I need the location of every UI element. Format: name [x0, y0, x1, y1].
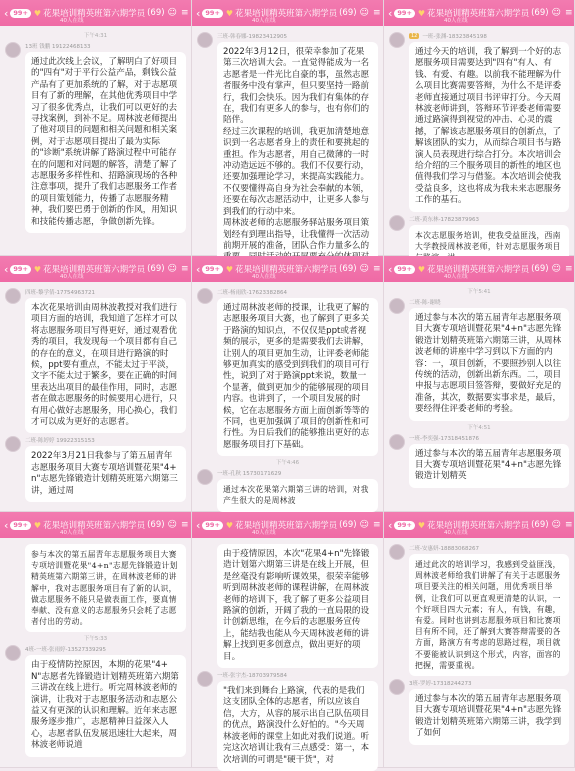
heart-icon: ♥: [33, 264, 42, 274]
avatar[interactable]: [389, 434, 405, 450]
message-bubble[interactable]: 通过参与本次的第五届青年志愿服务项目大赛专项培训暨花果"4+n"志愿先锋锻造计划精英: [409, 444, 569, 488]
back-arrow-icon[interactable]: ‹: [388, 262, 393, 276]
online-count: 40人在线: [60, 530, 84, 536]
timestamp: 下午4:31: [83, 33, 108, 39]
sender-name: 一班-张宇杰-18703979584: [217, 673, 287, 680]
message-bubble[interactable]: 由于疫情原因，本次"花果4+n"先锋锻造计划第六期第三讲是在线上开展，但是丝毫没有影响听课效果，很荣幸能够听到周林波老师的课程讲解，在周林波老师的培训下，我了解了更多公益项目路演的创新，开阔了我的一直局限的设计创新思维，在今后的志愿服务宣传上，能结我也能从今天周林波老师的讲解上找到更多创意点，做出更好的项目。: [217, 544, 378, 668]
chat-message: [389, 544, 569, 676]
chat-message: [5, 42, 186, 233]
sender-name: 4班-一班-张雨婷-13527339295: [25, 647, 106, 654]
unread-badge: 99+: [10, 521, 31, 530]
message-bubble[interactable]: 本次花果培训由周林波教授对我们进行项目方面的培训，我知道了怎样才可以将志愿服务项目写得更好，通过观看优秀的项目，我发现每一个项目都有自己的存在的意义，在项目进行路演的时候，ppt要有重点，不能太过于平淡，文字不能太过于繁多，要在正确的时间里表达出项目的最佳作用，同时，志愿者在做志愿服务的时候要用心进行，只有用心做好志愿服务，用心换心，我们才可以成为更好的志愿者。: [25, 298, 186, 433]
sender-name: 一班-张渊-18323845198: [422, 34, 487, 40]
sender-name: 一班-李奕强-17318451876: [409, 435, 479, 442]
chat-message: [389, 679, 569, 745]
chat-header: [192, 256, 383, 282]
online-count: 40人在线: [60, 274, 84, 280]
chat-header: [384, 0, 574, 26]
chat-header: [192, 0, 383, 26]
avatar[interactable]: [5, 645, 21, 661]
heart-icon: ♥: [225, 264, 234, 274]
chat-message: [197, 671, 378, 771]
avatar[interactable]: [389, 679, 405, 695]
chat-message: [5, 436, 186, 502]
person-icon[interactable]: ☺: [167, 520, 177, 530]
message-bubble[interactable]: 由于疫情防控原因，本期的花果"4+N"志愿者先锋锻造计划精英班第六期第三讲改在线上进行。听完周林波老师的演讲，让我对于志愿服务活动和志愿公益又有更深的认识和理解。近年来志愿服务逐步推广，志愿精神日益深入人心，志愿者队伍发展迅速壮大起来，周林波老师说道: [25, 655, 186, 756]
message-bubble[interactable]: 2022年3月12日，很荣幸参加了花果第三次培训大会。一直觉得能成为一名志愿者是一件光比自豪的事，虽然志愿者服务中没有掌声，但只要坚持一路前行，我们会快乐。因为我们有集体的存在，我们有更多人的参与，也有你们的陪伴。 经过三次课程的培训，我更加清楚地意识到一名志愿者身上的责任和要挑起的重担。作为志愿者，用自己微薄的一时冲动造远远不够的。我们不仅要行动，还要加强理论学习，来提高实践能力。不仅要懂得高自身为社会奉献的本领，还要在每次志愿活动中，让更多人参与到我们的行动中来。 周林波老师的志愿服务驿站服务项目策划经有到理出指导，让我懂得一次活动前期开展的准备，团队合作力量多么的: [217, 42, 378, 269]
sender-name: 四班-黎学倩-17754963721: [25, 290, 95, 296]
unread-badge: 99+: [202, 521, 223, 530]
online-count: 40人在线: [252, 530, 276, 536]
menu-icon[interactable]: ≡: [564, 8, 573, 18]
chat-screen-8: [192, 512, 384, 768]
group-title[interactable]: 花果培训精英班第六期学员: [235, 521, 338, 531]
menu-icon[interactable]: ≡: [372, 8, 381, 18]
heart-icon: ♥: [33, 520, 42, 530]
sender-name: 二班-黄东林-17823879963: [409, 216, 479, 223]
back-arrow-icon[interactable]: ‹: [196, 262, 201, 276]
chat-screen-2: [192, 0, 384, 256]
member-count: (69): [147, 520, 165, 530]
timestamp: 下午4:51: [467, 424, 491, 431]
chat-screen-6: [384, 256, 575, 512]
sender-name: 二班-安惠妍-18883068267: [409, 546, 479, 552]
menu-icon[interactable]: ≡: [564, 264, 573, 274]
group-title[interactable]: 花果培训精英班第六期学员: [43, 9, 146, 19]
chat-message: [5, 288, 186, 433]
back-arrow-icon[interactable]: ‹: [388, 6, 393, 20]
member-count: (69): [531, 264, 549, 274]
avatar[interactable]: [197, 32, 213, 48]
chat-message: [197, 288, 378, 456]
avatar[interactable]: [197, 288, 213, 304]
group-title[interactable]: 花果培训精英班第六期学员: [235, 265, 338, 275]
group-title[interactable]: 花果培训精英班第六期学员: [43, 521, 146, 531]
avatar[interactable]: [5, 436, 21, 452]
sender-name: 3班-罗婷-17318244273: [409, 681, 472, 688]
member-count: (69): [147, 8, 165, 18]
back-arrow-icon[interactable]: ‹: [4, 262, 9, 276]
message-bubble[interactable]: "我们来到舞台上路演，代表的是我们这支团队全体的志愿者，所以应该自信，大方，从容的展示出自己队伍项目的优点，路演没什么好怕的。"今天周林波老师的课堂上如此对我们说道。听完这次培训让我有三点感受：第一，本次培训的可谓是"硬干货"，对: [217, 681, 378, 771]
avatar[interactable]: [389, 215, 405, 231]
chat-message: [197, 544, 378, 668]
person-icon[interactable]: ☺: [359, 520, 369, 530]
message-bubble[interactable]: 通过参与本次的第五届青年志愿服务项目大赛专项培训暨花果"4+n"志愿先锋锻造计划精英班第六期第三讲，从周林波老师的讲座中学习到以下方面的内容：一，项目创新，不要照抄别人以往传统的活动，创新出新东西。二，项目申报与志愿项目签答辩，要做好充足的准备，其次，数据要实事求是，最后，要经得住评委老师的考验。: [409, 308, 569, 421]
person-icon[interactable]: ☺: [167, 264, 177, 274]
group-title[interactable]: 花果培训精英班第六期学员: [427, 265, 530, 275]
menu-icon[interactable]: ≡: [372, 520, 381, 530]
timestamp: 下午5:41: [467, 289, 491, 295]
online-count: 40人在线: [444, 274, 468, 280]
level-tag: 12: [411, 33, 418, 39]
back-arrow-icon[interactable]: ‹: [4, 6, 9, 20]
chat-header: [0, 512, 191, 538]
chat-header: [384, 256, 574, 282]
unread-badge: 99+: [10, 9, 31, 18]
chat-screen-4: [0, 256, 192, 512]
sender-name: 二班-陈婷婷 19922315153: [25, 438, 95, 445]
message-bubble[interactable]: 通过今天的培训，我了解到一个好的志愿服务项目需要达到"四有"有人、有钱、有爱、有趣。以前我不能理解为什么项目比赛需要答辩，为什么不是评委老师直接通过项目书评审打分。今天周林波老师讲到，答辩环节评委老师需要通过路演得到视觉的冲击、心灵的震撼，了解该志愿服务项目的创新点，了解该团队的实力，从而综合项目书与路演人员表现进行综合打分。本次培训会给介绍的三个服务项目的新性的地区也值得我们学习与借鉴。本次培训会使我受益良多，这也将成为我未来志愿服务工作的基石。: [409, 42, 569, 212]
message-bubble[interactable]: 通过周林波老师的授课，让我更了解的志愿服务项目大赛，也了解到了更多关于路演的知识点，不仅仅是ppt或者视频的展示，更多的是需要我们去讲解，让别人的项目更加生动，让评委老师能够更加真实的感受到到我们的项目可行性，说到了对于路演ppt来说，数量一个显著，做到更加少的能够展现的项目内容。也讲到了，一个项目发展的时候，它在志愿服务方面上面创新等等的不同，也更加强调了项目的创新性和可行性。为日后我们的能够推出更好的志愿服务项目打下基础。: [217, 298, 378, 456]
online-count: 40人在线: [252, 18, 276, 24]
chat-screen-7: [0, 512, 192, 768]
chat-message: [389, 434, 569, 488]
back-arrow-icon[interactable]: ‹: [388, 518, 393, 532]
member-count: (69): [147, 264, 165, 274]
heart-icon: ♥: [225, 520, 234, 530]
unread-badge: 99+: [202, 265, 223, 274]
person-icon[interactable]: ☺: [551, 8, 561, 18]
message-bubble[interactable]: 本次志愿服务培训，使我受益匪浅，西南大学教授周林波老师，针对志愿服务项目: [409, 225, 569, 269]
message-bubble[interactable]: 通过本次花果第六期第三讲的培训，对我产生很大的是周林波: [217, 479, 378, 511]
unread-badge: 99+: [394, 521, 415, 530]
heart-icon: ♥: [225, 8, 234, 18]
person-icon[interactable]: ☺: [167, 8, 177, 18]
chat-screen-1: [0, 0, 192, 256]
online-count: 40人在线: [252, 274, 276, 280]
person-icon[interactable]: ☺: [551, 264, 561, 274]
avatar[interactable]: [389, 544, 405, 560]
avatar[interactable]: [389, 32, 405, 48]
avatar[interactable]: [389, 298, 405, 314]
member-count: (69): [339, 8, 357, 18]
chat-screen-3: [384, 0, 575, 256]
sender-name: 一班-孔秋 15730171629: [217, 471, 282, 478]
unread-badge: 99+: [202, 9, 223, 18]
sender-name: 三班-韩春娜-19823412905: [217, 34, 287, 40]
menu-icon[interactable]: ≡: [180, 520, 189, 530]
message-bubble[interactable]: 通过此次的培训学习，我感到受益匪浅，周林波老师给我们讲解了有关于志愿服务项目要关注的相关问题，用优秀项目举例，让我们可以更直观更清楚的认识，一个好项目四大元素；有人，有钱，有趣，有爱。同时也讲到志愿服务项目和比赛项目有所不同，还了解到大赛答辩需要的各方面，路演方有考虑的思路过程，项目就不要能被认识到这个形式，内容，面容的把握，需要重视。: [409, 554, 569, 676]
person-icon[interactable]: ☺: [359, 264, 369, 274]
back-arrow-icon[interactable]: ‹: [196, 518, 201, 532]
chat-message: [5, 645, 186, 756]
chat-message: [197, 32, 378, 269]
member-count: (69): [531, 8, 549, 18]
member-count: (69): [339, 520, 357, 530]
avatar[interactable]: [5, 288, 21, 304]
menu-icon[interactable]: ≡: [180, 8, 189, 18]
heart-icon: ♥: [417, 520, 426, 530]
online-count: 40人在线: [444, 18, 468, 24]
chat-header: [384, 512, 574, 538]
chat-message: [5, 544, 186, 632]
heart-icon: ♥: [417, 264, 426, 274]
group-title[interactable]: 花果培训精英班第六期学员: [43, 265, 146, 275]
sender-name: 二班-杨雨欣-17623382864: [217, 290, 287, 296]
chat-screen-9: [384, 512, 575, 768]
group-title[interactable]: 花果培训精英班第六期学员: [427, 9, 530, 19]
avatar[interactable]: [197, 469, 213, 485]
chat-message: [389, 298, 569, 421]
avatar[interactable]: [197, 671, 213, 687]
person-icon[interactable]: ☺: [551, 520, 561, 530]
message-bubble[interactable]: 通过参与本次的第五届青年志愿服务项目大赛专项培训暨花果"4+n"志愿先锋锻造计划精英班第六期第三讲，我学到了如何: [409, 689, 569, 745]
message-bubble[interactable]: 参与本次的第五届青年志愿服务项目大赛专项培训暨花果"4+n"志愿先锋锻造计划精英班第六期第三讲，在周林波老师的讲解中，我对志愿服务项目有了新的认识，做志愿服务不能只是做表面工作，要真情奉献、没有意义的志愿服务只会耗了志愿者付出的劳动。: [25, 544, 186, 632]
unread-badge: 99+: [10, 265, 31, 274]
chat-header: [0, 256, 191, 282]
message-bubble[interactable]: 2022年3月21日我参与了第五届青年志愿服务项目大赛专项培训暨花果"4+n"志愿先锋锻造计划精英班第六期第三讲，通过周: [25, 446, 186, 502]
member-count: (69): [531, 520, 549, 530]
person-icon[interactable]: ☺: [359, 8, 369, 18]
timestamp: 下午5:33: [83, 636, 108, 643]
menu-icon[interactable]: ≡: [564, 520, 573, 530]
chat-header: [0, 0, 191, 26]
unread-badge: 99+: [394, 9, 415, 18]
chat-header: [192, 512, 383, 538]
sender-name: 二班-陈-谢晓: [409, 300, 441, 306]
back-arrow-icon[interactable]: ‹: [196, 6, 201, 20]
timestamp: 下午4:46: [275, 460, 300, 467]
unread-badge: 99+: [394, 265, 415, 274]
menu-icon[interactable]: ≡: [180, 264, 189, 274]
menu-icon[interactable]: ≡: [372, 264, 381, 274]
chat-message: [197, 469, 378, 511]
chat-message: [389, 32, 569, 212]
online-count: 40人在线: [444, 530, 468, 536]
online-count: 40人在线: [60, 18, 84, 24]
avatar[interactable]: [5, 42, 21, 58]
member-count: (69): [339, 264, 357, 274]
back-arrow-icon[interactable]: ‹: [4, 518, 9, 532]
message-bubble[interactable]: 通过此次线上会议，了解明白了好项目的"四有"对于平行公益产品，剩钱公益产品有了更加系统的了解，对于志愿项目有了新的理解，在其他优秀项目中学习了很多优秀点，让我们可以更好的去寻找案例，到补不足。周林波老师提出了他对项目的问题和相关问题和相关案例，对于志愿项目提出了最为实际的"诊断"系统讲解了路演过程中可能存在的问题和对问题的解答，清楚了解了志愿服务多样性和、招路演现场的各种注意事项，提升了我们志愿服务工作者的项目策划能力，传播了志愿服务精神，我们要巴勇于创新的作风，用知识和技能传播志愿，争做创新先锋。: [25, 52, 186, 233]
group-title[interactable]: 花果培训精英班第六期学员: [427, 521, 530, 531]
sender-name: 13班 钱鹏 19122468133: [25, 44, 91, 50]
chat-screen-5: [192, 256, 384, 512]
heart-icon: ♥: [33, 8, 42, 18]
group-title[interactable]: 花果培训精英班第六期学员: [235, 9, 338, 19]
heart-icon: ♥: [417, 8, 426, 18]
